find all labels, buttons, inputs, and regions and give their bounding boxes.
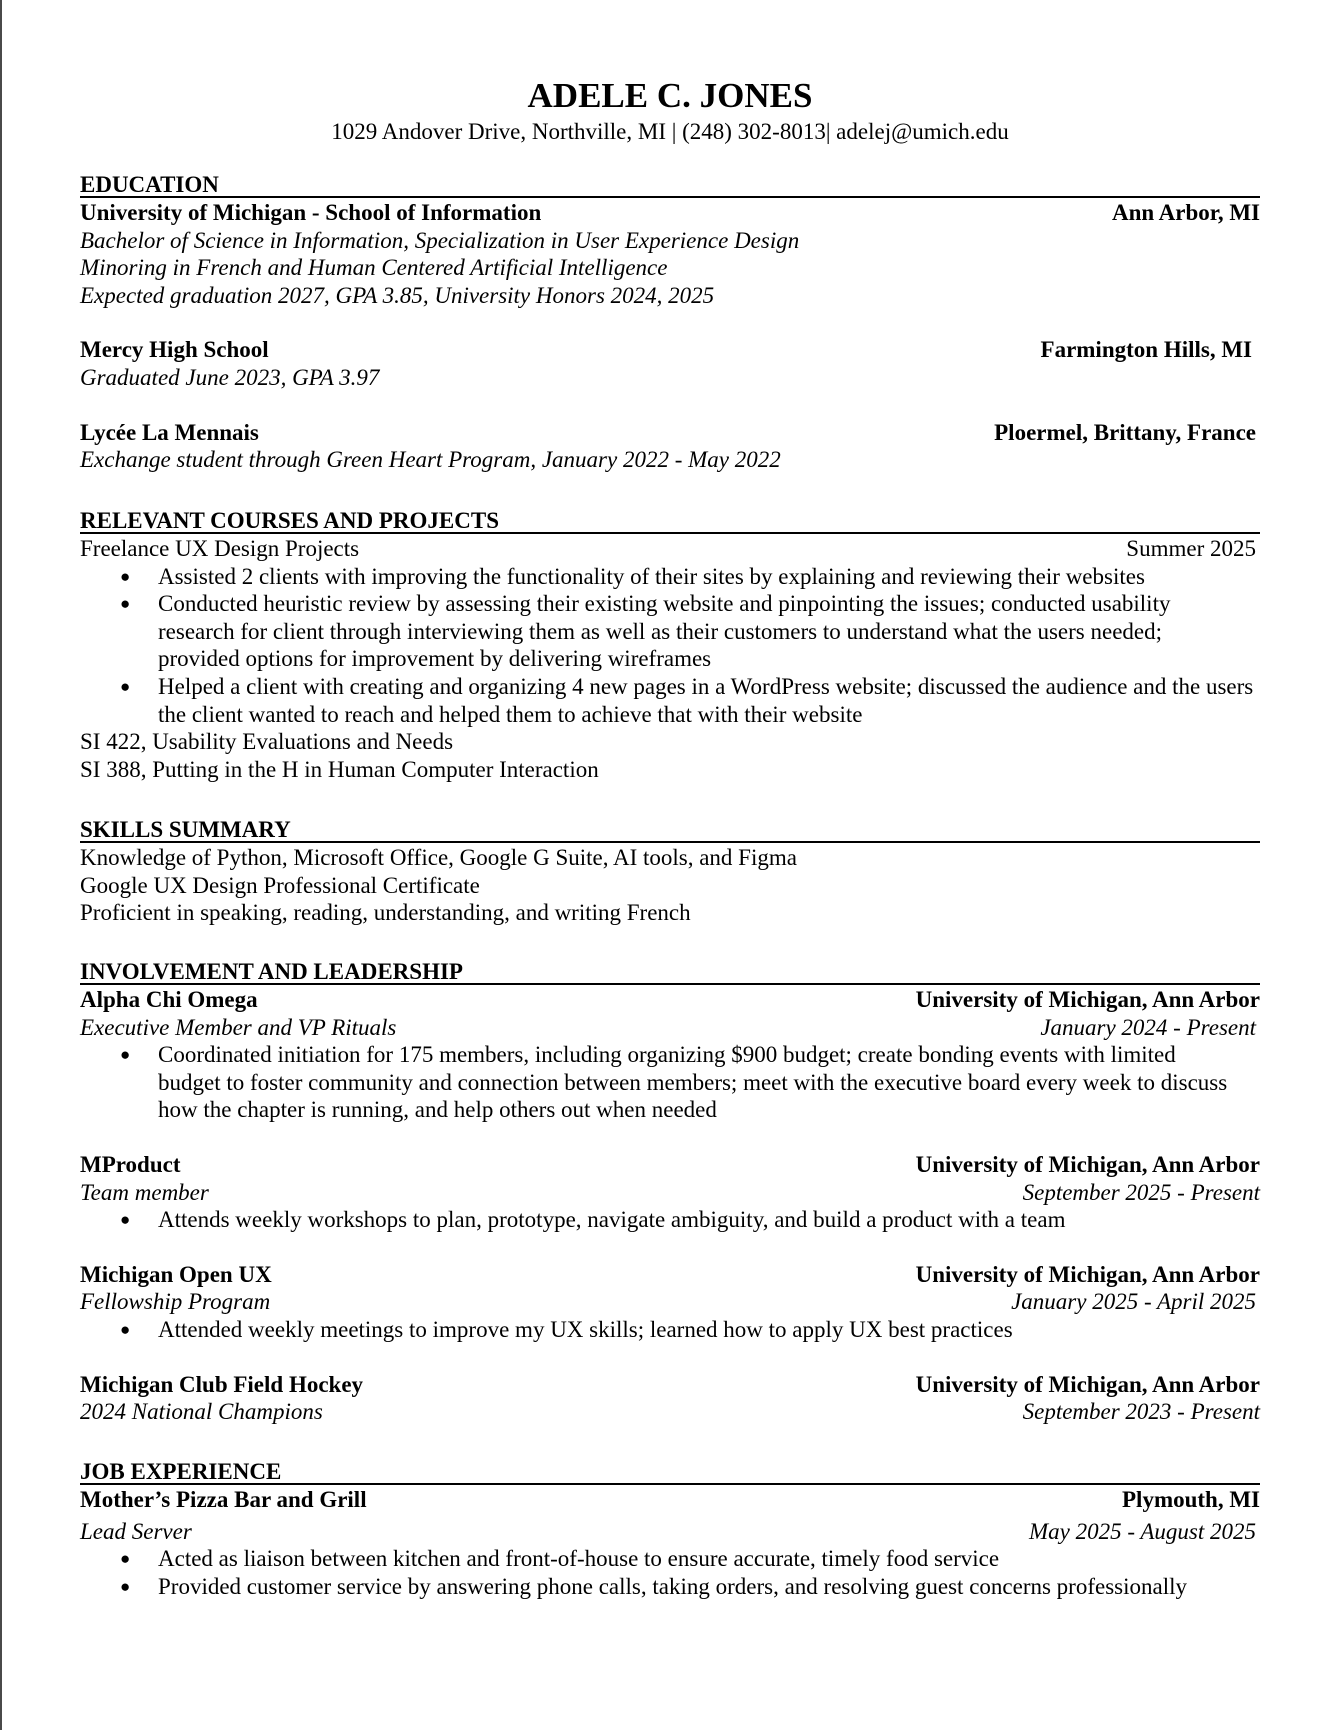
school-location: Ann Arbor, MI	[1111, 200, 1260, 225]
bullet-item: ● Provided customer service by answering phone calls, taking orders, and resolving guest concerns professionally	[80, 1573, 1260, 1601]
skills-section	[80, 816, 1260, 927]
org-bullets	[80, 1206, 1260, 1234]
org-role: Fellowship Program	[80, 1289, 271, 1315]
bullet-item: ● Acted as liaison between kitchen and front-of-house to ensure accurate, timely food service	[80, 1545, 1260, 1573]
page-left-edge	[0, 0, 2, 1730]
school-name: Mercy High School	[80, 337, 269, 363]
org-bullets	[80, 1316, 1260, 1344]
school-detail: Bachelor of Science in Information, Specialization in User Experience Design	[80, 227, 800, 253]
org-role: Executive Member and VP Rituals	[80, 1014, 397, 1040]
org-entry	[80, 986, 1260, 1124]
org-name: Michigan Open UX	[80, 1261, 272, 1287]
org-location: University of Michigan, Ann Arbor	[915, 1371, 1260, 1397]
org-location: University of Michigan, Ann Arbor	[915, 1151, 1260, 1177]
job-employer: Mother’s Pizza Bar and Grill	[80, 1487, 367, 1512]
project-date: Summer 2025	[1126, 536, 1256, 561]
org-location: University of Michigan, Ann Arbor	[915, 987, 1260, 1012]
bullet-item: ● Attends weekly workshops to plan, prototype, navigate ambiguity, and build a product with a team	[80, 1206, 1260, 1234]
bullet-item: ● Conducted heuristic review by assessing their existing website and pinpointing the issues; conducted usability research for client through interviewing them as well as their customers to understand what the users needed; provided options for improvement by delivering wireframes	[80, 590, 1260, 673]
courses-heading: RELEVANT COURSES AND PROJECTS	[80, 507, 1260, 534]
project-bullets	[80, 563, 1260, 729]
course-item: SI 388, Putting in the H in Human Computer Interaction	[80, 756, 599, 782]
skill-item: Proficient in speaking, reading, understanding, and writing French	[80, 900, 691, 926]
involvement-heading: INVOLVEMENT AND LEADERSHIP	[80, 958, 1260, 985]
school-entry	[80, 419, 1260, 474]
bullet-item: ● Helped a client with creating and organizing 4 new pages in a WordPress website; discussed the audience and the users the client wanted to reach and helped them to achieve that with their website	[80, 673, 1260, 728]
org-name: Michigan Club Field Hockey	[80, 1371, 364, 1397]
school-location: Ploermel, Brittany, France	[994, 419, 1256, 445]
job-location: Plymouth, MI	[1122, 1487, 1260, 1512]
skill-item: Knowledge of Python, Microsoft Office, Google G Suite, AI tools, and Figma	[80, 845, 797, 870]
school-name: University of Michigan - School of Information	[80, 200, 542, 225]
org-bullets	[80, 1041, 1260, 1124]
job-entry	[80, 1486, 1260, 1600]
school-location: Farmington Hills, MI	[1040, 337, 1252, 363]
bullet-item: ● Attended weekly meetings to improve my UX skills; learned how to apply UX best practices	[80, 1316, 1260, 1344]
school-detail: Expected graduation 2027, GPA 3.85, University Honors 2024, 2025	[80, 282, 715, 308]
jobs-section	[80, 1458, 1260, 1600]
org-name: Alpha Chi Omega	[80, 987, 258, 1012]
school-detail: Exchange student through Green Heart Program, January 2022 - May 2022	[80, 447, 781, 473]
org-date: January 2025 - April 2025	[1011, 1289, 1256, 1315]
skill-item: Google UX Design Professional Certificate	[80, 872, 480, 898]
involvement-section	[80, 958, 1260, 1426]
course-item: SI 422, Usability Evaluations and Needs	[80, 729, 454, 755]
org-entry	[80, 1261, 1260, 1344]
job-date: May 2025 - August 2025	[1028, 1518, 1256, 1544]
org-entry	[80, 1371, 1260, 1426]
education-section	[80, 171, 1260, 474]
jobs-heading: JOB EXPERIENCE	[80, 1458, 1260, 1485]
school-detail: Minoring in French and Human Centered Artificial Intelligence	[80, 255, 668, 281]
org-date: September 2025 - Present	[1022, 1179, 1260, 1205]
school-entry	[80, 199, 1260, 309]
school-name: Lycée La Mennais	[80, 419, 259, 445]
bullet-item: ● Assisted 2 clients with improving the functionality of their sites by explaining and reviewing their websites	[80, 563, 1260, 591]
bullet-item: ● Coordinated initiation for 175 members, including organizing $900 budget; create bonding events with limited budget to foster community and connection between members; meet with the executive board every week to discuss how the chapter is running, and help others out when needed	[80, 1041, 1260, 1124]
school-detail: Graduated June 2023, GPA 3.97	[80, 364, 380, 390]
org-date: January 2024 - Present	[1040, 1014, 1256, 1040]
courses-section	[80, 507, 1260, 783]
org-date: September 2023 - Present	[1022, 1399, 1260, 1425]
org-role: 2024 National Champions	[80, 1399, 323, 1425]
org-location: University of Michigan, Ann Arbor	[915, 1261, 1260, 1287]
org-entry	[80, 1151, 1260, 1234]
school-entry	[80, 336, 1260, 391]
job-role: Lead Server	[80, 1518, 192, 1544]
education-heading: EDUCATION	[80, 171, 1260, 198]
project-name: Freelance UX Design Projects	[80, 536, 360, 561]
org-role: Team member	[80, 1179, 209, 1205]
resume-name: ADELE C. JONES	[527, 76, 813, 115]
skills-heading: SKILLS SUMMARY	[80, 816, 1260, 843]
org-name: MProduct	[80, 1151, 181, 1177]
contact-line: 1029 Andover Drive, Northville, MI | (248) 302-8013| adelej@umich.edu	[331, 119, 1009, 144]
job-bullets	[80, 1545, 1260, 1600]
